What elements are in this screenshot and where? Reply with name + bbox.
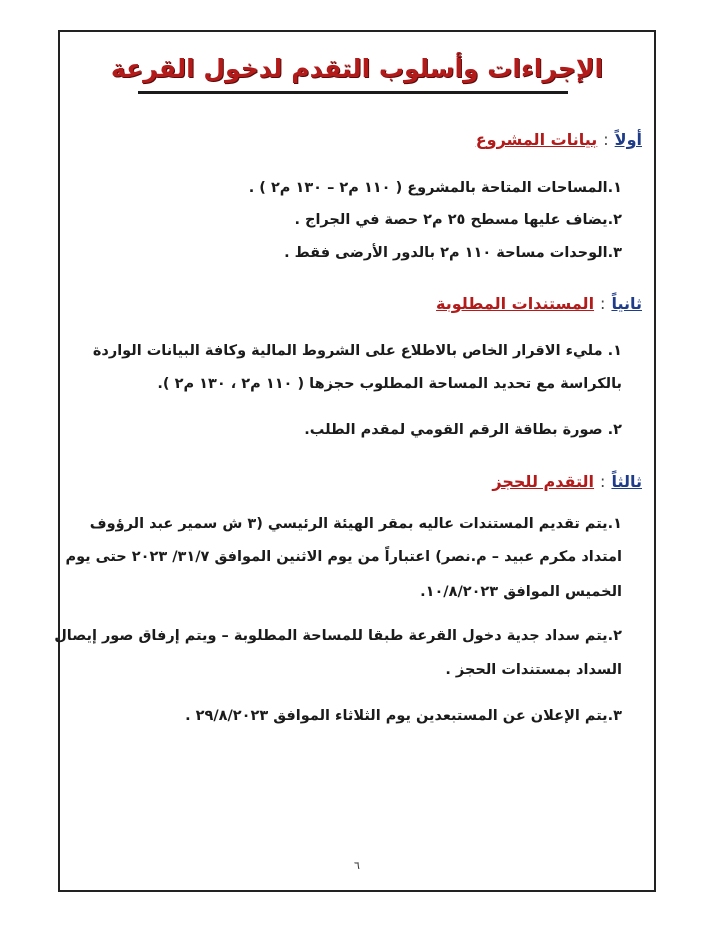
section-heading-booking — [492, 472, 642, 491]
section-ordinal: ثالثاً — [611, 472, 642, 491]
section-colon: : — [600, 472, 606, 491]
list-item-line: ٢. صورة بطاقة الرقم القومي لمقدم الطلب. — [304, 422, 622, 438]
list-item-line: ٢.يتم سداد جدية دخول القرعة طبقا للمساحة المطلوبة – ويتم إرفاق صور إيصال — [54, 628, 622, 644]
section-heading-label: بيانات المشروع — [475, 130, 598, 149]
document-page — [54, 30, 656, 892]
list-item-line: امتداد مكرم عبيد – م.نصر) اعتباراً من يوم الاثنين الموافق ٣١/٧/ ٢٠٢٣ حتى يوم — [65, 549, 622, 565]
section-colon: : — [600, 294, 606, 313]
list-item-line: بالكراسة مع تحديد المساحة المطلوب حجزها ( ١١٠ م٢ ، ١٣٠ م٢ ). — [157, 376, 622, 392]
list-item-line: ٣.يتم الإعلان عن المستبعدين يوم الثلاثاء الموافق ٢٩/٨/٢٠٢٣ . — [185, 708, 622, 724]
document-content — [54, 32, 654, 890]
list-item: ٣.الوحدات مساحة ١١٠ م٢ بالدور الأرضى فقط . — [284, 245, 622, 261]
section-heading-required-documents — [436, 294, 642, 313]
section-colon: : — [603, 130, 609, 149]
title-underline — [138, 91, 568, 94]
section-ordinal: ثانياً — [611, 294, 642, 313]
section-ordinal: أولاً — [614, 130, 642, 149]
list-item-line: ١.يتم تقديم المستندات عاليه بمقر الهيئة الرئيسي (٣ ش سمير عبد الرؤوف — [89, 516, 622, 532]
list-item-line: الخميس الموافق ١٠/٨/٢٠٢٣. — [420, 584, 622, 600]
page-number: ٦ — [354, 859, 360, 872]
list-item: ٢.يضاف عليها مسطح ٢٥ م٢ حصة في الجراج . — [294, 212, 622, 228]
list-item: ١.المساحات المتاحة بالمشروع ( ١١٠ م٢ – ١٣٠ م٢ ) . — [248, 180, 622, 196]
document-title: الإجراءات وأسلوب التقدم لدخول القرعة — [110, 54, 604, 83]
section-heading-label: التقدم للحجز — [492, 472, 595, 491]
section-heading-label: المستندات المطلوبة — [436, 294, 595, 313]
list-item-line: السداد بمستندات الحجز . — [445, 662, 622, 678]
section-heading-project-data — [476, 130, 642, 149]
list-item-line: ١. مليء الاقرار الخاص بالاطلاع على الشروط المالية وكافة البيانات الواردة — [92, 343, 622, 359]
